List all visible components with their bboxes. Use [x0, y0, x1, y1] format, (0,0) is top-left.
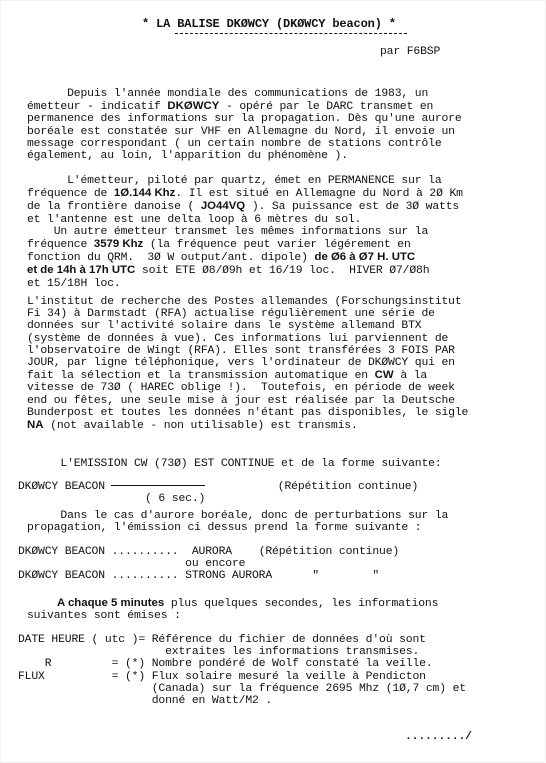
- callsign: DKØWCY: [167, 100, 220, 113]
- five-minutes: A chaque 5 minutes: [57, 597, 165, 609]
- page-title: * LA BALISE DKØWCY (DKØWCY beacon) *: [142, 17, 396, 31]
- dash-symbol: [111, 485, 205, 486]
- beacon-label: DKØWCY BEACON: [18, 481, 105, 493]
- schedule-2: et de 14h à 17h UTC: [27, 264, 136, 277]
- paragraph-intro: Depuis l'année mondiale des communications de 1983, un émetteur - indicatif DKØWCY - opéré par le DARC transmet en permanence des informations sur la propagation. Dès qu'une aurore boréale est constatée sur VHF en Allemagne du Nord, il envoie un message correspondant ( un certain nombre de stations contrôle également, au loin, l'apparition du phénomène ).: [27, 88, 462, 163]
- title-underline: [175, 33, 407, 34]
- na-sign: NA: [27, 419, 44, 432]
- paragraph-five-minutes: A chaque 5 minutes plus quelques secondes, les informations suivantes sont émises :: [27, 597, 439, 623]
- author: par F6BSP: [380, 46, 441, 58]
- schedule-1: de Ø6 à Ø7 H. UTC: [314, 251, 416, 264]
- duration: ( 6 sec.): [145, 493, 206, 506]
- aurora-formats: DKØWCY BEACON .......... AURORA (Répétition continue) ou encore DKØWCY BEACON .......... STRONG AURORA " ": [18, 546, 400, 583]
- intro-line-1: Depuis l'année mondiale des communications de 1983, un: [27, 88, 429, 100]
- locator: JO44VQ: [200, 200, 246, 213]
- frequency-3579: 3579 Khz: [93, 238, 144, 251]
- paragraph-institute: L'institut de recherche des Postes allemandes (Forschungsinstitut Fi 34) à Darmstadt (RFA) actualise régulièrement une série de données sur l'activité solaire dans le système allemand BTX (système de données à vue). Ces informations lui parviennent de l'observatoire de Wingt (RFA). Elles sont transférées 3 FOIS PAR JOUR, par ligne téléphonique, vers l'ordinateur de DKØWCY qui en fait la sélection et la transmission automatique en CW à la vitesse de 73Ø ( HAREC oblige !). Toutefois, en période de week end ou fêtes, une seule mise à jour est réalisée par la Deutsche Bunderpost et toutes les données n'étant pas disponibles, le sigle NA (not available - non utilisable) est transmis.: [27, 296, 469, 433]
- cw-mode: CW: [374, 369, 394, 382]
- continued-marker: ........./: [405, 731, 472, 743]
- paragraph-transmitter: L'émetteur, piloté par quartz, émet en PERMANENCE sur la fréquence de 1Ø.144 Khz. Il est situé en Allemagne du Nord à 2Ø Km de la frontière danoise ( JO44VQ ). Sa puissance est de 3Ø watts et l'antenne est une delta loop à 6 mètres du sol. Un autre émetteur transmet les mêmes informations sur la fréquence 3579 Khz (la fréquence peut varier légérement en fonction du QRM. 3Ø W output/ant. dipole) de Ø6 à Ø7 H. UTC et de 14h à 17h UTC soit ETE Ø8/Ø9h et 16/19 loc. HIVER Ø7/Ø8h et 15/18H loc.: [27, 175, 463, 290]
- aurora-line: DKØWCY BEACON .......... AURORA: [18, 546, 232, 558]
- definitions: DATE HEURE ( utc )= Référence du fichier de données d'où sont extraites les informations transmises. R = (*) Nombre pondéré de Wolf constaté la veille. FLUX = (*) Flux solaire mesuré la veille à Pendicton (Canada) sur la fréquence 2695 Mhz (1Ø,7 cm) et donné en Watt/M2 .: [18, 634, 466, 708]
- strong-aurora-line: DKØWCY BEACON .......... STRONG AURORA: [18, 570, 273, 583]
- repeat-note: (Répétition continue): [277, 481, 419, 493]
- emission-heading: L'EMISSION CW (73Ø) EST CONTINUE et de la forme suivante:: [27, 458, 442, 470]
- beacon-format: [18, 481, 418, 505]
- paragraph-aurora: Dans le cas d'aurore boréale, donc de perturbations sur la propagation, l'émission ci dessus prend la forme suivante :: [27, 510, 449, 535]
- frequency-10144: 1Ø.144 Khz: [113, 187, 176, 200]
